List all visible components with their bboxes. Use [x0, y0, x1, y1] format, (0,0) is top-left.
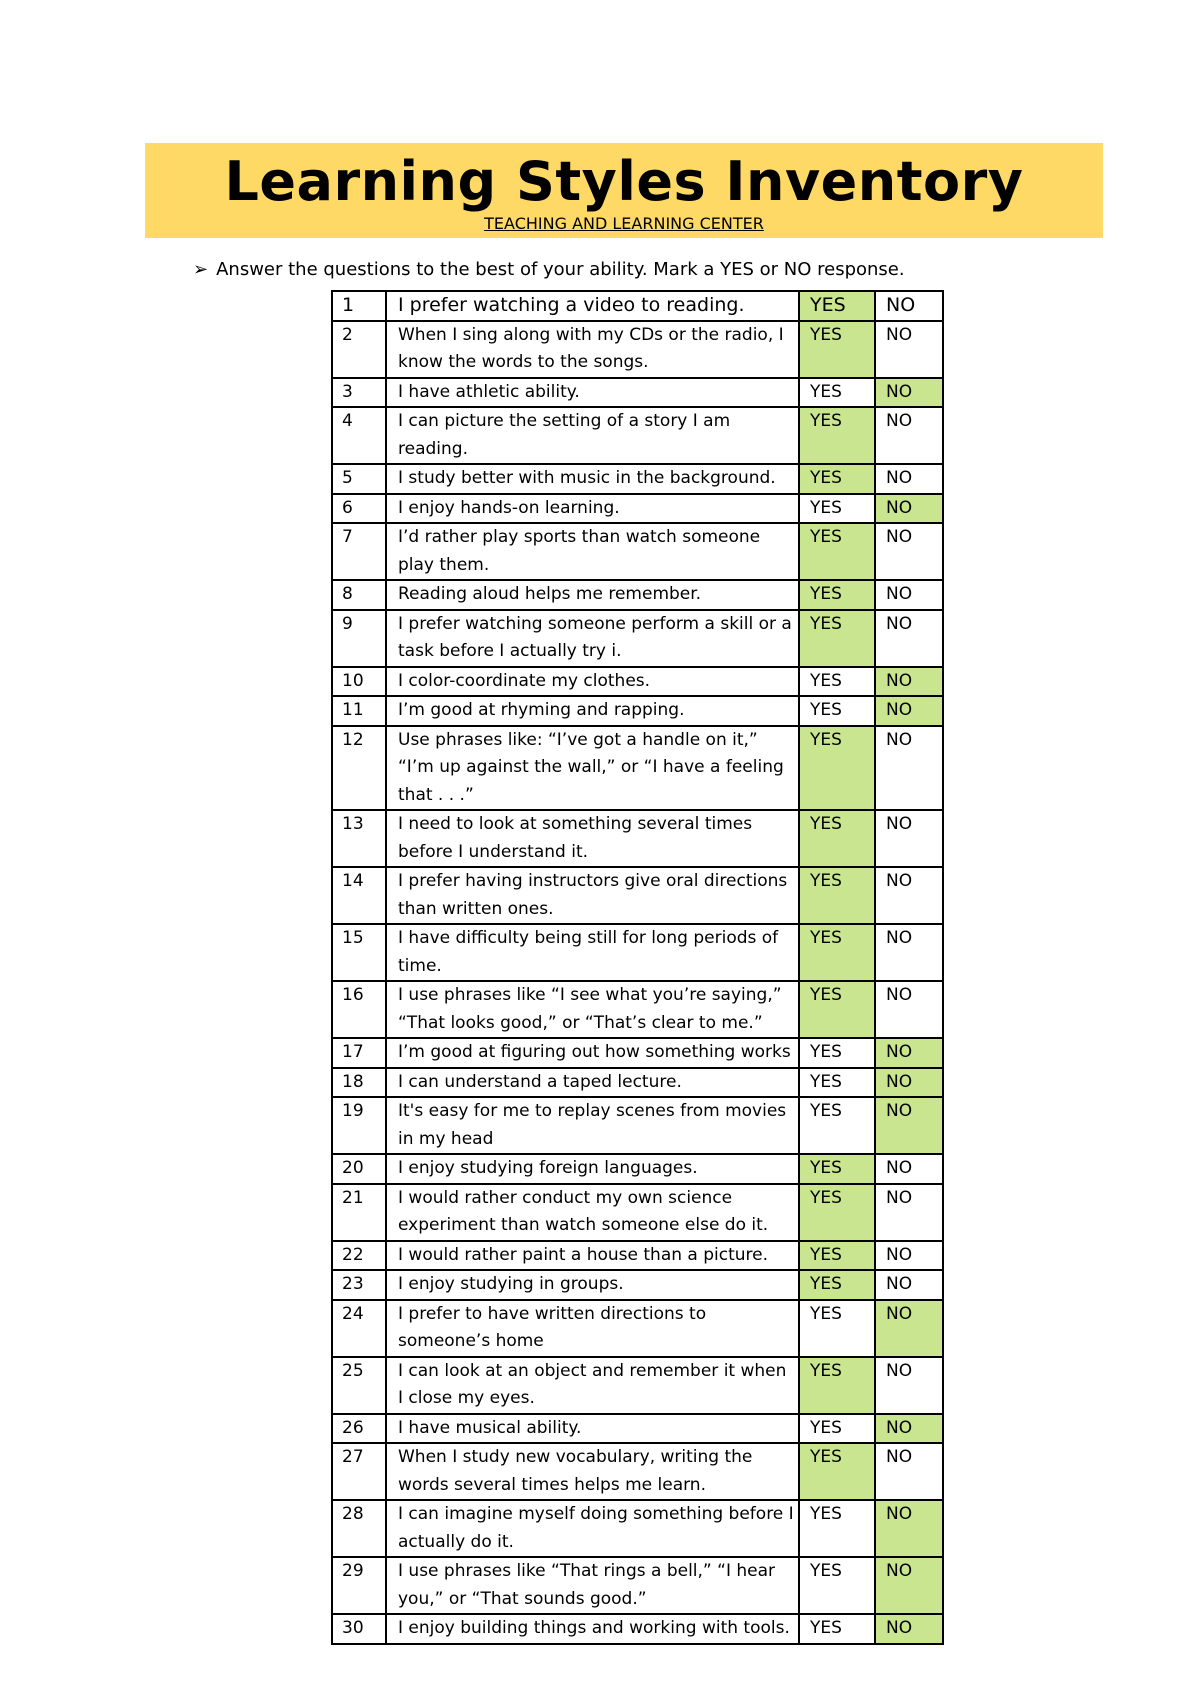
question-number: 18 — [332, 1068, 386, 1098]
question-number: 16 — [332, 981, 386, 1038]
table-row — [332, 1038, 943, 1068]
instruction-line — [193, 258, 905, 282]
table-row — [332, 1614, 943, 1644]
question-text: I would rather conduct my own science experiment than watch someone else do it. — [386, 1184, 799, 1241]
question-text: I prefer having instructors give oral directions than written ones. — [386, 867, 799, 924]
no-option[interactable]: NO — [875, 1443, 943, 1500]
no-option[interactable]: NO — [875, 580, 943, 610]
question-text: I need to look at something several times before I understand it. — [386, 810, 799, 867]
table-row — [332, 407, 943, 464]
table-row — [332, 1500, 943, 1557]
no-option[interactable]: NO — [875, 1184, 943, 1241]
question-text: I’m good at rhyming and rapping. — [386, 696, 799, 726]
no-option[interactable]: NO — [875, 1300, 943, 1357]
question-number: 14 — [332, 867, 386, 924]
question-text: I enjoy studying in groups. — [386, 1270, 799, 1300]
yes-option[interactable]: YES — [799, 580, 875, 610]
yes-option[interactable]: YES — [799, 726, 875, 811]
question-text: When I study new vocabulary, writing the words several times helps me learn. — [386, 1443, 799, 1500]
question-text: I color-coordinate my clothes. — [386, 667, 799, 697]
question-number: 22 — [332, 1241, 386, 1271]
question-number: 27 — [332, 1443, 386, 1500]
no-option[interactable]: NO — [875, 610, 943, 667]
yes-option[interactable]: YES — [799, 1038, 875, 1068]
question-text: I enjoy hands-on learning. — [386, 494, 799, 524]
question-text: I can picture the setting of a story I am reading. — [386, 407, 799, 464]
yes-option[interactable]: YES — [799, 1557, 875, 1614]
table-row — [332, 378, 943, 408]
question-number: 8 — [332, 580, 386, 610]
table-row — [332, 523, 943, 580]
yes-option[interactable]: YES — [799, 867, 875, 924]
table-row — [332, 867, 943, 924]
no-option[interactable]: NO — [875, 1500, 943, 1557]
question-text: I prefer watching someone perform a skill or a task before I actually try i. — [386, 610, 799, 667]
yes-option[interactable]: YES — [799, 810, 875, 867]
yes-option[interactable]: YES — [799, 1097, 875, 1154]
question-number: 13 — [332, 810, 386, 867]
question-number: 17 — [332, 1038, 386, 1068]
no-option[interactable]: NO — [875, 321, 943, 378]
question-text: Reading aloud helps me remember. — [386, 580, 799, 610]
table-row — [332, 1154, 943, 1184]
yes-option[interactable]: YES — [799, 1357, 875, 1414]
table-row — [332, 726, 943, 811]
question-number: 28 — [332, 1500, 386, 1557]
no-option[interactable]: NO — [875, 291, 943, 321]
no-option[interactable]: NO — [875, 1414, 943, 1444]
question-number: 7 — [332, 523, 386, 580]
question-text: I have difficulty being still for long periods of time. — [386, 924, 799, 981]
question-number: 5 — [332, 464, 386, 494]
table-row — [332, 1414, 943, 1444]
table-row — [332, 291, 943, 321]
table-row — [332, 494, 943, 524]
no-option[interactable]: NO — [875, 1357, 943, 1414]
question-number: 23 — [332, 1270, 386, 1300]
yes-option[interactable]: YES — [799, 1184, 875, 1241]
yes-option[interactable]: YES — [799, 407, 875, 464]
table-row — [332, 1241, 943, 1271]
no-option[interactable]: NO — [875, 810, 943, 867]
yes-option[interactable]: YES — [799, 1414, 875, 1444]
yes-option[interactable]: YES — [799, 610, 875, 667]
question-text: I can understand a taped lecture. — [386, 1068, 799, 1098]
no-option[interactable]: NO — [875, 464, 943, 494]
question-number: 26 — [332, 1414, 386, 1444]
no-option[interactable]: NO — [875, 981, 943, 1038]
question-number: 11 — [332, 696, 386, 726]
question-text: I can imagine myself doing something before I actually do it. — [386, 1500, 799, 1557]
yes-option[interactable]: YES — [799, 523, 875, 580]
title-banner — [145, 143, 1103, 238]
question-text: I use phrases like “I see what you’re saying,” “That looks good,” or “That’s clear to me.” — [386, 981, 799, 1038]
yes-option[interactable]: YES — [799, 924, 875, 981]
table-row — [332, 810, 943, 867]
yes-option[interactable]: YES — [799, 981, 875, 1038]
table-row — [332, 1270, 943, 1300]
question-number: 4 — [332, 407, 386, 464]
table-row — [332, 321, 943, 378]
question-text: It's easy for me to replay scenes from movies in my head — [386, 1097, 799, 1154]
yes-option[interactable]: YES — [799, 291, 875, 321]
question-text: I enjoy building things and working with tools. — [386, 1614, 799, 1644]
yes-option[interactable]: YES — [799, 696, 875, 726]
table-row — [332, 1300, 943, 1357]
yes-option[interactable]: YES — [799, 494, 875, 524]
yes-option[interactable]: YES — [799, 667, 875, 697]
yes-option[interactable]: YES — [799, 1154, 875, 1184]
table-row — [332, 696, 943, 726]
question-text: I would rather paint a house than a picture. — [386, 1241, 799, 1271]
question-number: 30 — [332, 1614, 386, 1644]
question-text: I use phrases like “That rings a bell,” “I hear you,” or “That sounds good.” — [386, 1557, 799, 1614]
no-option[interactable]: NO — [875, 1097, 943, 1154]
yes-option[interactable]: YES — [799, 1300, 875, 1357]
no-option[interactable]: NO — [875, 407, 943, 464]
question-text: I prefer to have written directions to someone’s home — [386, 1300, 799, 1357]
no-option[interactable]: NO — [875, 1557, 943, 1614]
no-option[interactable]: NO — [875, 924, 943, 981]
question-number: 3 — [332, 378, 386, 408]
page-title: Learning Styles Inventory — [224, 150, 1024, 213]
question-number: 15 — [332, 924, 386, 981]
question-text: I study better with music in the background. — [386, 464, 799, 494]
question-text: When I sing along with my CDs or the radio, I know the words to the songs. — [386, 321, 799, 378]
table-row — [332, 981, 943, 1038]
yes-option[interactable]: YES — [799, 1614, 875, 1644]
question-number: 24 — [332, 1300, 386, 1357]
no-option[interactable]: NO — [875, 494, 943, 524]
instruction-text: Answer the questions to the best of your ability. Mark a YES or NO response. — [216, 259, 905, 280]
question-number: 21 — [332, 1184, 386, 1241]
question-number: 29 — [332, 1557, 386, 1614]
yes-option[interactable]: YES — [799, 1068, 875, 1098]
inventory-table — [331, 290, 944, 1645]
yes-option[interactable]: YES — [799, 378, 875, 408]
table-row — [332, 1357, 943, 1414]
yes-option[interactable]: YES — [799, 1241, 875, 1271]
no-option[interactable]: NO — [875, 867, 943, 924]
table-row — [332, 1557, 943, 1614]
no-option[interactable]: NO — [875, 523, 943, 580]
yes-option[interactable]: YES — [799, 321, 875, 378]
table-row — [332, 580, 943, 610]
question-number: 2 — [332, 321, 386, 378]
yes-option[interactable]: YES — [799, 464, 875, 494]
question-number: 20 — [332, 1154, 386, 1184]
question-text: I prefer watching a video to reading. — [386, 291, 799, 321]
question-number: 12 — [332, 726, 386, 811]
table-row — [332, 1443, 943, 1500]
no-option[interactable]: NO — [875, 726, 943, 811]
question-text: I can look at an object and remember it when I close my eyes. — [386, 1357, 799, 1414]
question-number: 9 — [332, 610, 386, 667]
no-option[interactable]: NO — [875, 1614, 943, 1644]
arrow-bullet-icon: ➢ — [193, 259, 209, 280]
no-option[interactable]: NO — [875, 378, 943, 408]
no-option[interactable]: NO — [875, 1068, 943, 1098]
question-number: 10 — [332, 667, 386, 697]
yes-option[interactable]: YES — [799, 1443, 875, 1500]
question-number: 1 — [332, 291, 386, 321]
question-text: I enjoy studying foreign languages. — [386, 1154, 799, 1184]
no-option[interactable]: NO — [875, 1270, 943, 1300]
table-row — [332, 1068, 943, 1098]
table-row — [332, 1097, 943, 1154]
page-subtitle: TEACHING AND LEARNING CENTER — [484, 214, 764, 233]
question-number: 6 — [332, 494, 386, 524]
question-text: I’m good at figuring out how something works — [386, 1038, 799, 1068]
table-row — [332, 610, 943, 667]
question-number: 19 — [332, 1097, 386, 1154]
no-option[interactable]: NO — [875, 667, 943, 697]
yes-option[interactable]: YES — [799, 1270, 875, 1300]
table-row — [332, 667, 943, 697]
no-option[interactable]: NO — [875, 696, 943, 726]
question-text: I have musical ability. — [386, 1414, 799, 1444]
question-text: Use phrases like: “I’ve got a handle on it,” “I’m up against the wall,” or “I have a feeling that . . .” — [386, 726, 799, 811]
no-option[interactable]: NO — [875, 1038, 943, 1068]
table-row — [332, 464, 943, 494]
yes-option[interactable]: YES — [799, 1500, 875, 1557]
no-option[interactable]: NO — [875, 1241, 943, 1271]
table-row — [332, 1184, 943, 1241]
question-number: 25 — [332, 1357, 386, 1414]
table-row — [332, 924, 943, 981]
question-text: I’d rather play sports than watch someone play them. — [386, 523, 799, 580]
no-option[interactable]: NO — [875, 1154, 943, 1184]
question-text: I have athletic ability. — [386, 378, 799, 408]
